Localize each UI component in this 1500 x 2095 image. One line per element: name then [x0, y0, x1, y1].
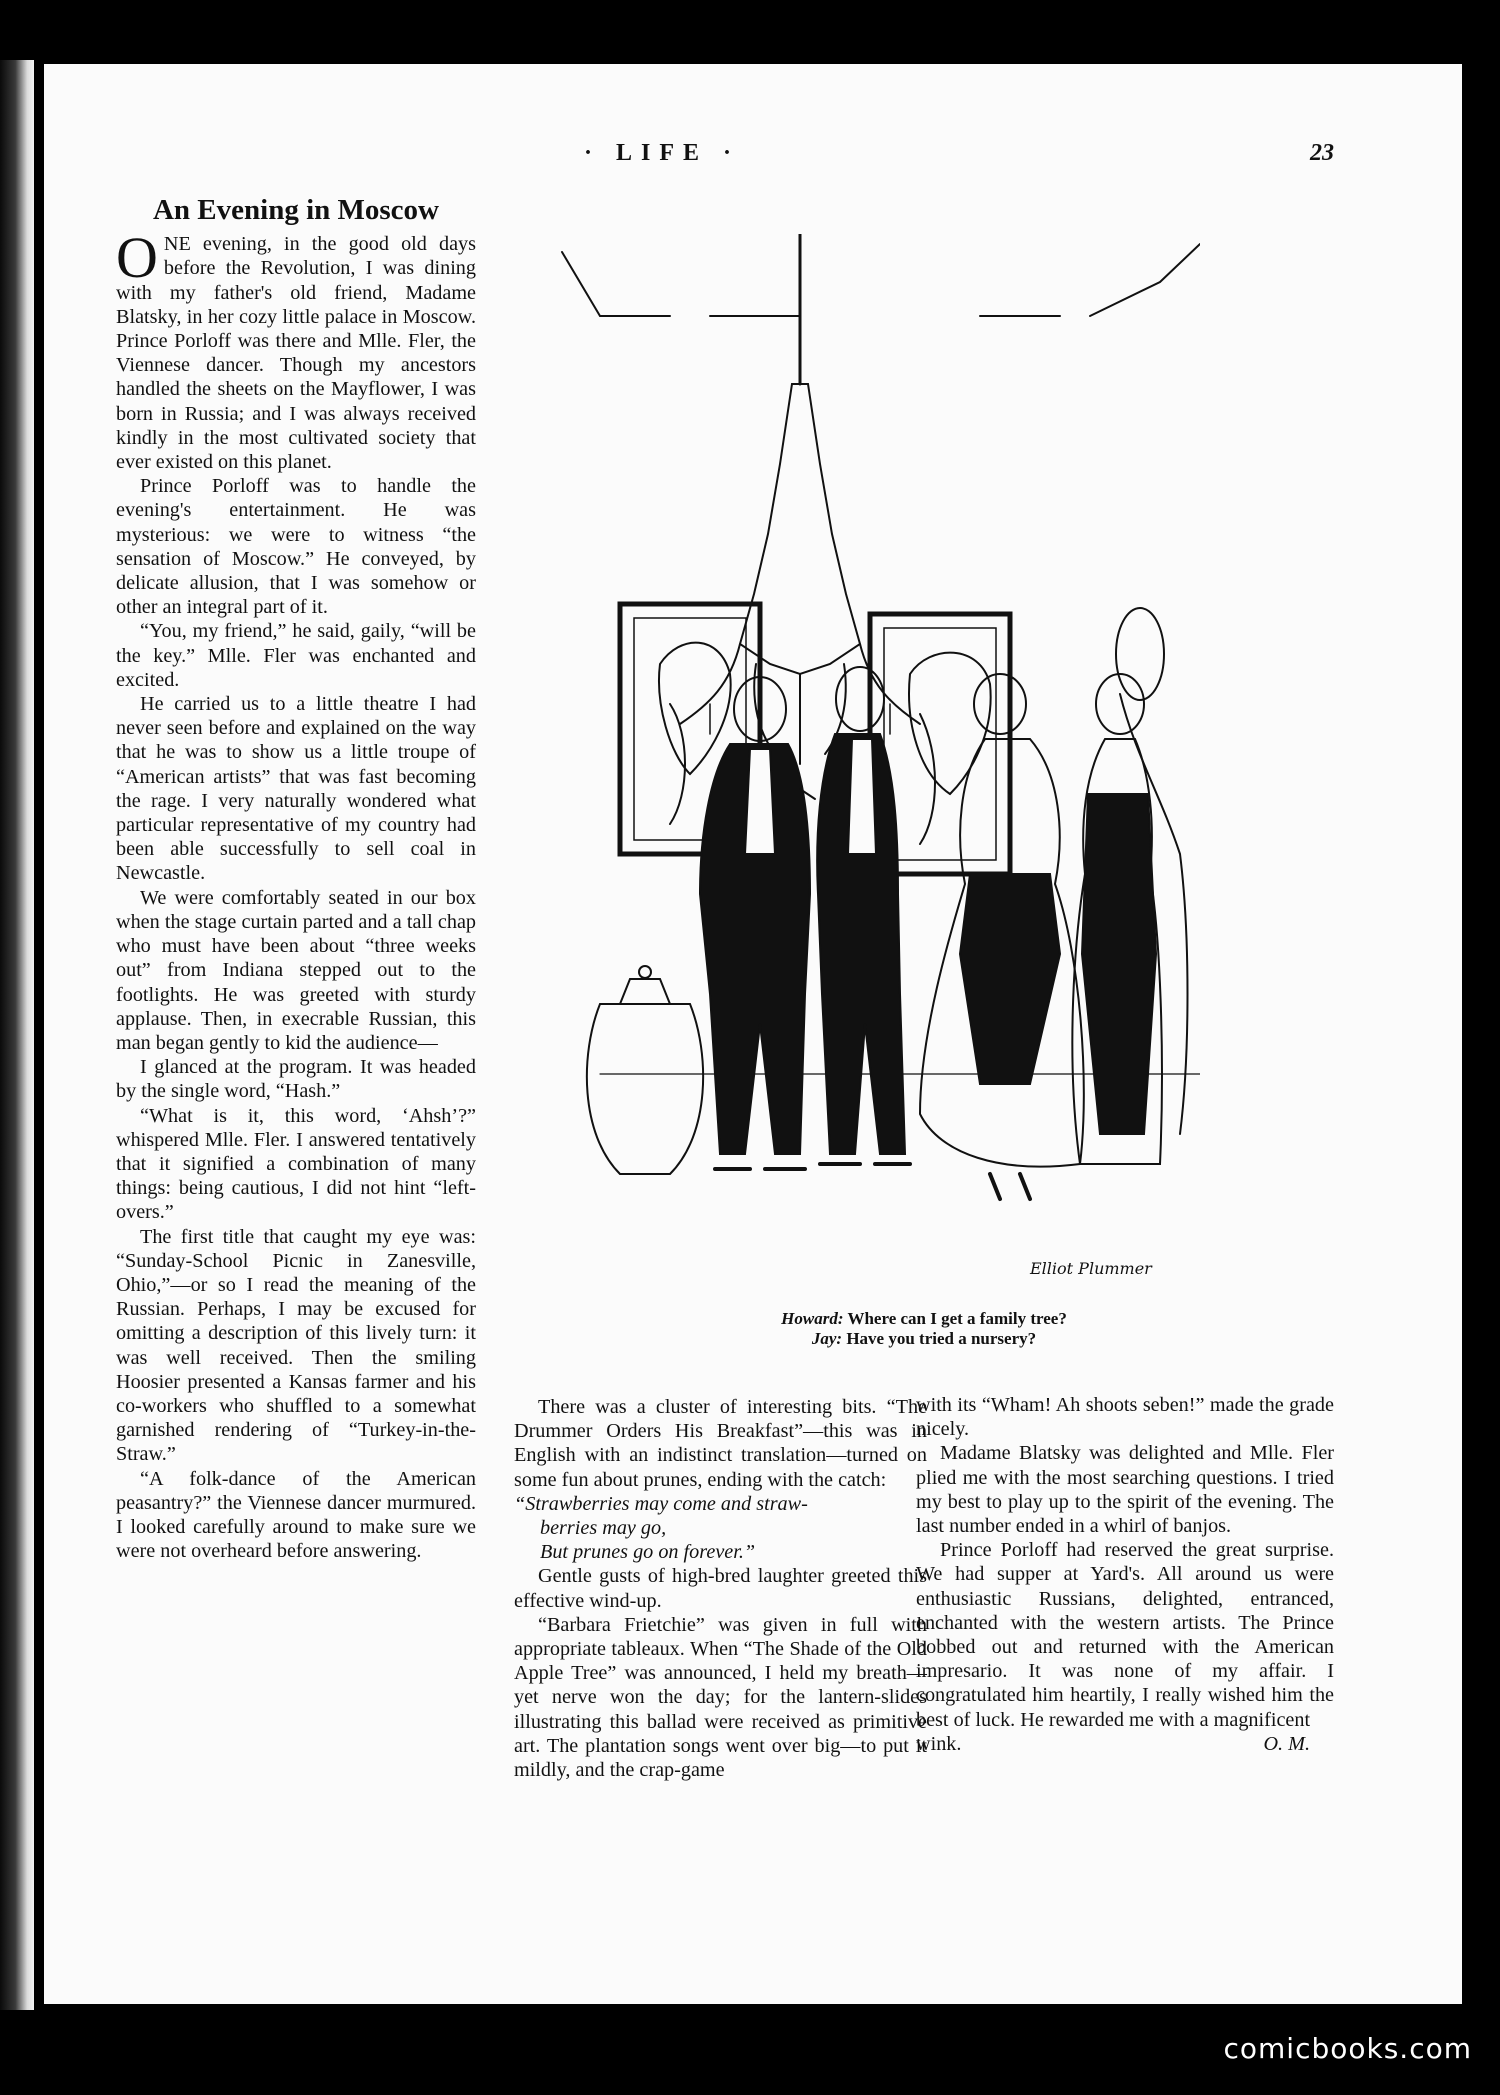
article-column-1	[116, 186, 476, 1563]
article-title: An Evening in Moscow	[152, 194, 439, 226]
page-number: 23	[1310, 140, 1334, 166]
last-word: wink.	[916, 1732, 962, 1755]
article-paragraph: “What is it, this word, ‘Ahsh’?” whispered Mlle. Fler. I answered tentatively that it signified a combination of many things: being cautious, I did not hint “left-overs.”	[116, 1104, 476, 1224]
caption-line: Howard: Where can I get a family tree?	[781, 1309, 1067, 1328]
caption-line: Jay: Have you tried a nursery?	[811, 1329, 1037, 1348]
closing-line	[916, 1732, 1334, 1756]
verse-line: berries may go,	[540, 1517, 667, 1540]
running-head: · LIFE ·	[584, 140, 741, 166]
article-paragraph: Gentle gusts of high-bred laughter greeted this effective wind-up.	[514, 1565, 927, 1612]
article-paragraph: The first title that caught my eye was: “Sunday-School Picnic in Zanesville, Ohio,”—or so I read the meaning of the Russian. Perhaps, I may be excused for omitting a description of this lively turn: it was well received. Then the smiling Hoosier presented a Kansas farmer and his co-workers who shuffled to a somewhat garnished rendering of “Turkey-in-the-Straw.”	[116, 1225, 476, 1466]
article-paragraph: Prince Porloff had reserved the great surprise. We had supper at Yard's. All around us were enthusiastic Russians, delighted, entranced, enchanted with the western artists. The Prince bobbed out and returned with the American impresario. It was none of my affair. I congratulated him heartily, I really wished him the best of luck. He rewarded me with a magnificent	[916, 1539, 1334, 1731]
article-paragraph: Madame Blatsky was delighted and Mlle. Fler plied me with the most searching questions. I tried my best to play up to the spirit of the evening. The last number ended in a whirl of banjos.	[916, 1442, 1334, 1538]
cartoon-caption	[514, 1309, 1334, 1349]
magazine-page	[44, 64, 1462, 2004]
article-paragraph: “A folk-dance of the American peasantry?” the Viennese dancer murmured. I looked carefully around to make sure we were not overheard before answering.	[116, 1467, 476, 1563]
article-paragraph: Prince Porloff was to handle the evening's entertainment. He was mysterious: we were to witness “the sensation of Moscow.” He conveyed, by delicate allusion, that I was somehow or other an integral part of it.	[116, 475, 476, 619]
article-paragraph: “Barbara Frietchie” was given in full with appropriate tableaux. When “The Shade of the Old Apple Tree” was announced, I held my breath—yet nerve won the day; for the lantern-slides illustrating this ballad were received as primitive art. The plantation songs went over big—to put it mildly, and the crap-game	[514, 1613, 927, 1782]
article-paragraph: He carried us to a little theatre I had never seen before and explained on the way that he was to show us a little troupe of “American artists” that was fast becoming the rage. I very naturally wondered what particular representative of my country had been able successfully to sell coal in Newcastle.	[116, 693, 476, 885]
verse-line: “Strawberries may come and straw-	[514, 1492, 808, 1515]
artist-signature: Elliot Plummer	[1030, 1259, 1152, 1278]
page-header	[44, 140, 1462, 180]
article-paragraph: I glanced at the program. It was headed by the single word, “Hash.”	[116, 1056, 476, 1103]
drop-cap: O	[116, 225, 158, 291]
author-signature: O. M.	[1263, 1732, 1310, 1755]
verse-line: But prunes go on forever.”	[540, 1541, 756, 1564]
cartoon-illustration	[560, 234, 1200, 1304]
article-paragraph: There was a cluster of interesting bits. “The Drummer Orders His Breakfast”—this was in English with an indistinct translation—turned on some fun about prunes, ending with the catch:	[514, 1396, 927, 1491]
article-column-2	[514, 1395, 927, 1782]
article-column-3	[916, 1393, 1334, 1756]
watermark: comicbooks.com	[1223, 2032, 1472, 2065]
article-paragraph: ONE evening, in the good old days before the Revolution, I was dining with my father's old friend, Madame Blatsky, in her cozy little palace in Moscow. Prince Porloff was there and Mlle. Fler, the Viennese dancer. Though my ancestors handled the sheets on the Mayflower, I was born in Russia; and I was always received kindly in the most cultivated society that ever existed on this planet.	[116, 225, 476, 474]
page-binding	[0, 60, 34, 2010]
article-paragraph: “You, my friend,” he said, gaily, “will be the key.” Mlle. Fler was enchanted and excited.	[116, 620, 476, 691]
article-paragraph: with its “Wham! Ah shoots seben!” made the grade nicely.	[916, 1394, 1334, 1441]
article-paragraph: We were comfortably seated in our box when the stage curtain parted and a tall chap who must have been about “three weeks out” from Indiana stepped out to the footlights. He was greeted with sturdy applause. Then, in execrable Russian, this man began gently to kid the audience—	[116, 886, 476, 1054]
